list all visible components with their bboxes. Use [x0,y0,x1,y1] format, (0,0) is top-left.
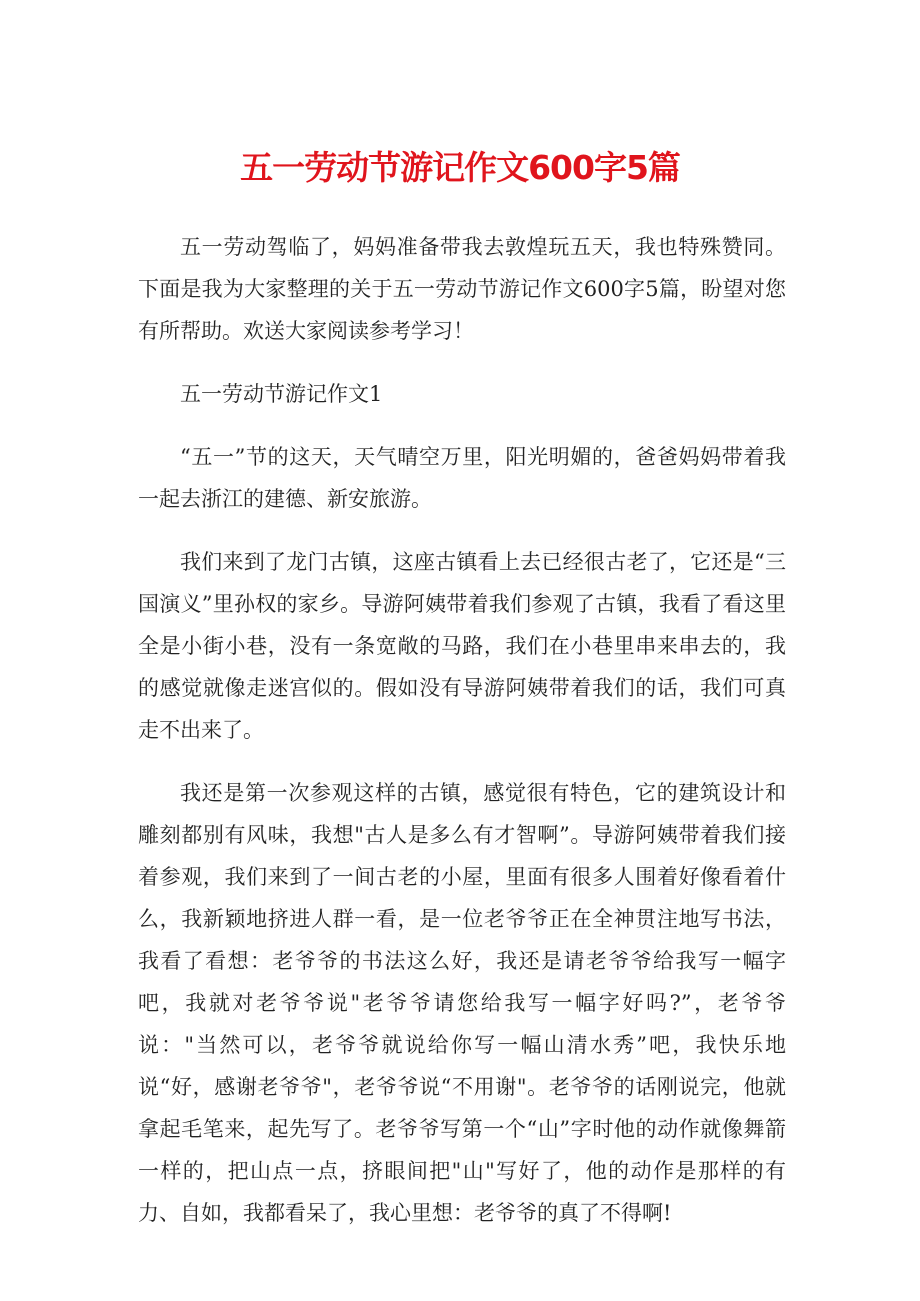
section-heading: 五一劳动节游记作文1 [180,382,383,406]
body-paragraph: “五一”节的这天，天气晴空万里，阳光明媚的，爸爸妈妈带着我一起去浙江的建德、新安旅游。 [138,445,786,511]
body-paragraph: 我们来到了龙门古镇，这座古镇看上去已经很古老了，它还是“三国演义”里孙权的家乡。导游阿姨带着我们参观了古镇，我看了看这里全是小街小巷，没有一条宽敞的马路，我们在小巷里串来串去的，我的感觉就像走迷宫似的。假如没有导游阿姨带着我们的话，我们可真走不出来了。 [138,550,786,742]
intro-paragraph: 五一劳动驾临了，妈妈准备带我去敦煌玩五天，我也特殊赞同。下面是我为大家整理的关于五一劳动节游记作文600字5篇，盼望对您有所帮助。欢送大家阅读参考学习！ [138,235,786,343]
document-body [138,226,786,1255]
document-title: 五一劳动节游记作文600字5篇 [240,148,680,187]
body-paragraph: 我还是第一次参观这样的古镇，感觉很有特色，它的建筑设计和雕刻都别有风味，我想"古人是多么有才智啊”。导游阿姨带着我们接着参观，我们来到了一间古老的小屋，里面有很多人围着好像看着什么，我新颖地挤进人群一看，是一位老爷爷正在全神贯注地写书法，我看了看想：老爷爷的书法这么好，我还是请老爷爷给我写一幅字吧，我就对老爷爷说"老爷爷请您给我写一幅字好吗?”，老爷爷说："当然可以，老爷爷就说给你写一幅山清水秀”吧，我快乐地说“好，感谢老爷爷"，老爷爷说“不用谢"。老爷爷的话刚说完，他就拿起毛笔来，起先写了。老爷爷写第一个“山”字时他的动作就像舞箭一样的，把山点一点，挤眼间把"山"写好了，他的动作是那样的有力、自如，我都看呆了，我心里想：老爷爷的真了不得啊! [138,781,786,1225]
